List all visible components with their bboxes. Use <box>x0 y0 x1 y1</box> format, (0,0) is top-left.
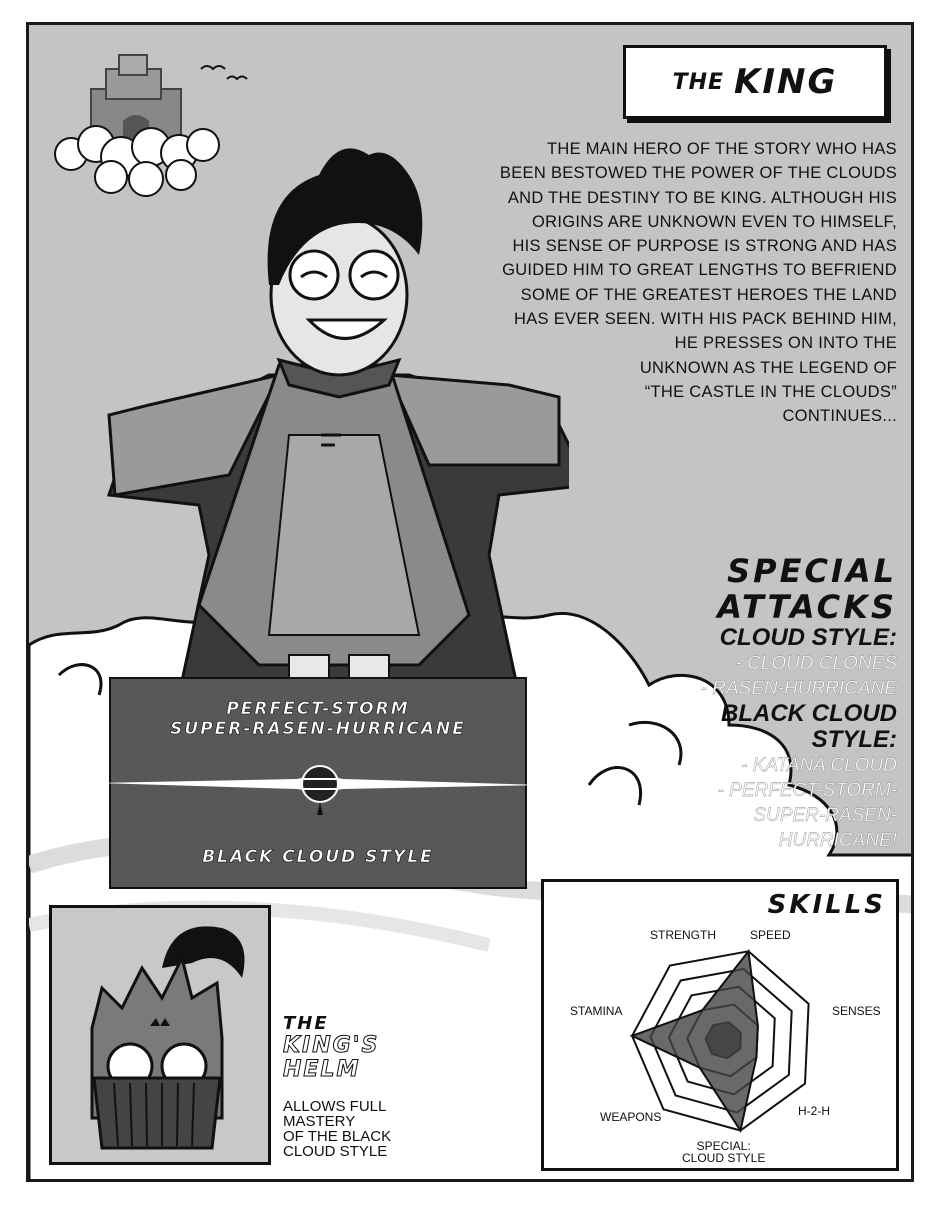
skill-label-stamina: STAMINA <box>570 1004 623 1018</box>
helm-icon <box>52 908 268 1162</box>
helm-desc-line: CLOUD STYLE <box>283 1143 388 1160</box>
skill-label-senses: SENSES <box>832 1004 881 1018</box>
birds-icon <box>199 59 259 89</box>
special-attacks-title-line1: SPECIAL <box>727 552 897 590</box>
description-line: GUIDED HIM TO GREAT LENGTHS TO BEFRIEND <box>502 261 897 280</box>
banner-title <box>111 699 525 739</box>
helm-illustration-box <box>49 905 271 1165</box>
description-line: HE PRESSES ON INTO THE <box>674 334 897 353</box>
attack-item: SUPER-RASEN- <box>753 805 897 826</box>
skill-label-special <box>682 1140 765 1164</box>
helm-desc-line: MASTERY <box>283 1113 356 1130</box>
skill-label-speed: SPEED <box>750 928 791 942</box>
character-sheet-page <box>26 22 914 1182</box>
helm-description <box>283 1099 391 1159</box>
special-attacks-title-line2: ATTACKS <box>717 588 897 626</box>
attack-item: - PERFECT-STORM- <box>717 780 897 801</box>
description-line: HIS SENSE OF PURPOSE IS STRONG AND HAS <box>512 237 897 256</box>
cloud-style-heading: CLOUD STYLE: <box>719 624 897 651</box>
black-cloud-style-heading-line2: STYLE: <box>811 726 897 753</box>
title-box <box>623 45 887 119</box>
helm-heading <box>283 1013 379 1082</box>
description-line: UNKNOWN AS THE LEGEND OF <box>639 358 897 377</box>
helm-desc-line: OF THE BLACK <box>283 1128 392 1145</box>
special-attacks-heading <box>717 553 897 625</box>
description-line: HAS EVER SEEN. WITH HIS PACK BEHIND HIM, <box>514 310 897 329</box>
black-cloud-style-heading-line1: BLACK CLOUD <box>721 700 897 727</box>
helm-the: THE <box>283 1013 329 1034</box>
storm-orb-icon <box>97 753 543 823</box>
attack-item: - KATANA CLOUD <box>741 755 897 776</box>
banner-style-label: BLACK CLOUD STYLE <box>202 847 434 867</box>
special-attacks-list <box>701 625 897 853</box>
character-description <box>429 137 897 429</box>
skill-label-h2h: H-2-H <box>798 1104 830 1118</box>
skills-panel <box>541 879 899 1171</box>
skill-label-special-line1: SPECIAL: <box>696 1139 751 1153</box>
attack-item: - CLOUD CLONES <box>735 653 897 674</box>
attack-item: HURRICANE! <box>778 830 897 851</box>
description-line: CONTINUES... <box>782 407 897 426</box>
helm-desc-line: ALLOWS FULL <box>283 1098 387 1115</box>
helm-name-line2: HELM <box>283 1057 361 1082</box>
description-line: “THE CASTLE IN THE CLOUDS” <box>644 382 897 401</box>
title-prefix: THE <box>672 69 725 95</box>
skills-title: SKILLS <box>767 890 886 920</box>
page-title: KING <box>734 62 838 102</box>
banner-line2: SUPER-RASEN-HURRICANE <box>170 719 466 739</box>
skills-radar-chart <box>544 882 896 1168</box>
attack-banner <box>109 677 527 889</box>
banner-line1: PERFECT-STORM <box>226 699 410 719</box>
skill-label-strength: STRENGTH <box>650 928 716 942</box>
description-line: ORIGINS ARE UNKNOWN EVEN TO HIMSELF, <box>531 212 897 231</box>
description-line: AND THE DESTINY TO BE KING. ALTHOUGH HIS <box>507 188 897 207</box>
description-line: SOME OF THE GREATEST HEROES THE LAND <box>520 285 897 304</box>
skill-label-special-line2: CLOUD STYLE <box>682 1151 766 1165</box>
description-line: THE MAIN HERO OF THE STORY WHO HAS <box>546 140 897 158</box>
attack-item: - RASEN-HURRICANE <box>700 678 897 699</box>
helm-name-line1: KING'S <box>283 1033 380 1058</box>
description-line: BEEN BESTOWED THE POWER OF THE CLOUDS <box>499 164 897 183</box>
skill-label-weapons: WEAPONS <box>600 1110 662 1124</box>
